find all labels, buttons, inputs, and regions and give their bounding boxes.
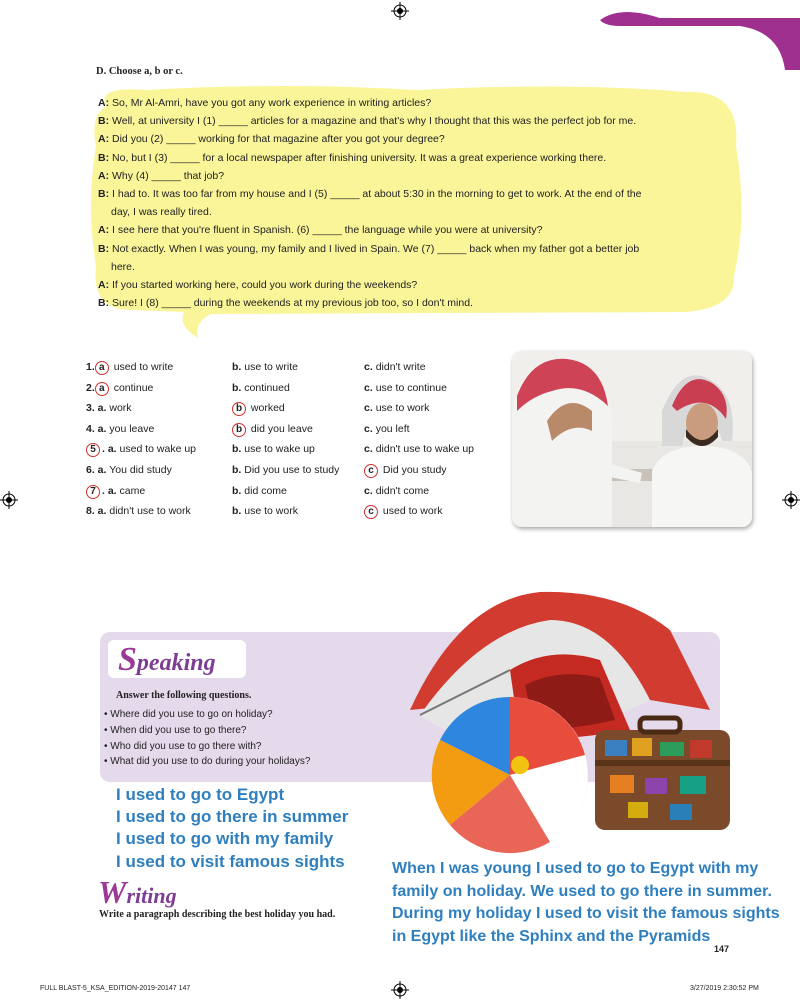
option-c[interactable] [364,464,447,478]
speaking-question [104,739,310,755]
bullet-icon: • [104,709,111,720]
option-text: use to work [375,402,430,415]
option-text: used to work [382,505,443,518]
speaker-label: B: [98,115,110,128]
speaking-question [104,707,310,723]
answer-circle-icon: b [232,423,246,437]
interview-photo [512,351,752,527]
speaking-title: Speaking [118,641,216,678]
option-b[interactable]: b. Did you use to study [232,463,340,476]
dialogue-text: I had to. It was too far from my house and I (5) _____ at about 5:30 in the morning to get to work. At the end of the [112,188,642,201]
option-a[interactable]: 8. a. didn't use to work [86,505,191,518]
option-c[interactable]: c. use to work [364,402,430,415]
option-b[interactable]: b. continued [232,381,290,394]
dialogue-line [98,130,728,148]
option-c[interactable] [364,505,442,519]
dialogue-text: Well, at university I (1) _____ articles for a magazine and that's why I thought that this was the perfect job for me. [112,115,637,128]
speaking-question [104,723,310,739]
answer-circle-icon: a [95,361,109,375]
dialogue-line [98,221,728,239]
option-c[interactable]: c. didn't write [364,361,426,373]
option-b[interactable]: b. did come [232,484,287,497]
dialogue-line [98,240,728,258]
footer-left: FULL BLAST-5_KSA_EDITION-2019-20147 147 [40,985,191,992]
option-text: worked [250,402,285,415]
option-text: continued [244,381,290,394]
writing-answer-paragraph: When I was young I used to go to Egypt with my family on holiday. We used to go there in summer. During my holiday I used to visit the famous sights in Egypt like the Sphinx and the Pyramids [392,860,780,945]
option-text: use to write [244,361,298,373]
page-corner-decoration [600,0,800,70]
speaker-label: A: [98,279,110,292]
speaking-instruction: Answer the following questions. [116,690,252,701]
speaker-label: B: [98,297,110,310]
speaker-label: B: [98,151,110,164]
option-c[interactable]: c. didn't use to wake up [364,443,475,456]
dialogue-line [98,185,728,203]
option-text: you leave [109,422,155,435]
option-b[interactable] [232,402,285,416]
dialogue-text: I see here that you're fluent in Spanish. (6) _____ the language while you were at university? [112,224,543,237]
speaking-questions [104,707,310,770]
registration-mark-bottom-icon [391,981,409,999]
option-b[interactable] [232,423,313,437]
page-number: 147 [714,944,730,954]
option-a[interactable]: 2. a continue [86,381,154,394]
dialogue-continuation: here. [111,260,135,273]
option-c[interactable]: c. you left [364,422,410,435]
option-text: use to continue [375,381,447,394]
speaker-label: B: [98,188,110,201]
option-text: continue [113,381,154,394]
option-a[interactable]: 1. a used to write [86,361,174,373]
dialogue-text: Not exactly. When I was young, my family and I lived in Spain. We (7) _____ back when my father got a better job [112,242,640,255]
dialogue-text: If you started working here, could you work during the weekends? [112,279,418,292]
option-a[interactable]: 7 . a. came [86,485,145,499]
speaker-label: A: [98,133,110,146]
speaker-label: A: [98,169,110,182]
option-a[interactable]: 5 . a. used to wake up [86,443,196,457]
question-text: When did you use to go there? [110,724,247,736]
registration-mark-top-icon [391,2,409,20]
speaker-label: A: [98,97,110,109]
answer-circle-icon: 7 [86,485,100,499]
question-text: What did you use to do during your holidays? [110,756,311,768]
registration-mark-left-icon [0,491,18,509]
dialogue-continuation: day, I was really tired. [111,206,212,219]
option-text: You did study [109,463,172,476]
dialogue-text: Why (4) _____ that job? [112,169,225,182]
dialogue-text: Did you (2) _____ working for that magazine after you got your degree? [112,133,445,146]
option-text: use to work [244,505,298,518]
speaking-answer: I used to go there in summer [116,807,349,827]
question-text: Where did you use to go on holiday? [110,709,273,720]
speaker-label: A: [98,224,110,237]
option-c[interactable]: c. use to continue [364,381,447,394]
dialogue-text: No, but I (3) _____ for a local newspaper after finishing university. It was a great experience working there. [112,151,607,164]
speaking-answers [116,784,348,873]
option-text: Did you study [382,463,447,476]
option-b[interactable]: b. use to wake up [232,443,315,456]
option-text: Did you use to study [244,463,340,476]
question-text: Who did you use to go there with? [110,740,262,752]
dialogue-text: So, Mr Al-Amri, have you got any work experience in writing articles? [112,97,432,109]
speaker-label: B: [98,242,110,255]
speaking-answer: I used to visit famous sights [116,851,345,871]
option-text: used to wake up [119,443,196,456]
option-text: did you leave [250,422,313,435]
speaking-answer: I used to go with my family [116,829,334,849]
answer-circle-icon: 5 [86,443,100,457]
speaking-answer: I used to go to Egypt [116,785,285,804]
speaking-question [104,754,310,770]
dialogue-line [98,149,728,167]
answer-circle-icon: c [364,505,378,519]
option-b[interactable]: b. use to write [232,361,298,373]
option-text: didn't write [375,361,426,373]
option-text: didn't come [375,484,430,497]
dialogue-line [98,112,728,130]
dialogue [98,94,728,312]
option-c[interactable]: c. didn't come [364,484,430,497]
option-text: you left [375,422,410,435]
option-text: came [119,484,146,497]
exercise-d-title: D. Choose a, b or c. [96,66,183,77]
option-b[interactable]: b. use to work [232,505,298,518]
writing-title: Writing [98,874,177,910]
dialogue-line [98,167,728,185]
option-a[interactable]: 6. a. You did study [86,463,172,476]
option-text: didn't use to work [109,505,191,518]
answer-circle-icon: c [364,464,378,478]
writing-instruction: Write a paragraph describing the best holiday you had. [99,909,336,920]
dialogue-line [98,276,728,294]
answer-circle-icon: b [232,402,246,416]
option-text: didn't use to wake up [375,443,475,456]
dialogue-line [98,294,728,312]
option-a[interactable]: 3. a. work [86,402,132,415]
answer-circle-icon: a [95,382,109,396]
dialogue-line [98,94,728,112]
option-text: work [109,402,132,415]
option-text: used to write [113,361,174,373]
bullet-icon: • [104,740,111,752]
option-text: use to wake up [244,443,315,456]
bullet-icon: • [104,724,111,736]
bullet-icon: • [104,756,111,768]
option-a[interactable]: 4. a. you leave [86,422,155,435]
holiday-illustration [400,590,750,860]
dialogue-text: Sure! I (8) _____ during the weekends at my previous job too, so I don't mind. [112,297,473,310]
footer-right: 3/27/2019 2:30:52 PM [690,985,759,992]
registration-mark-right-icon [782,491,800,509]
option-text: did come [244,484,287,497]
